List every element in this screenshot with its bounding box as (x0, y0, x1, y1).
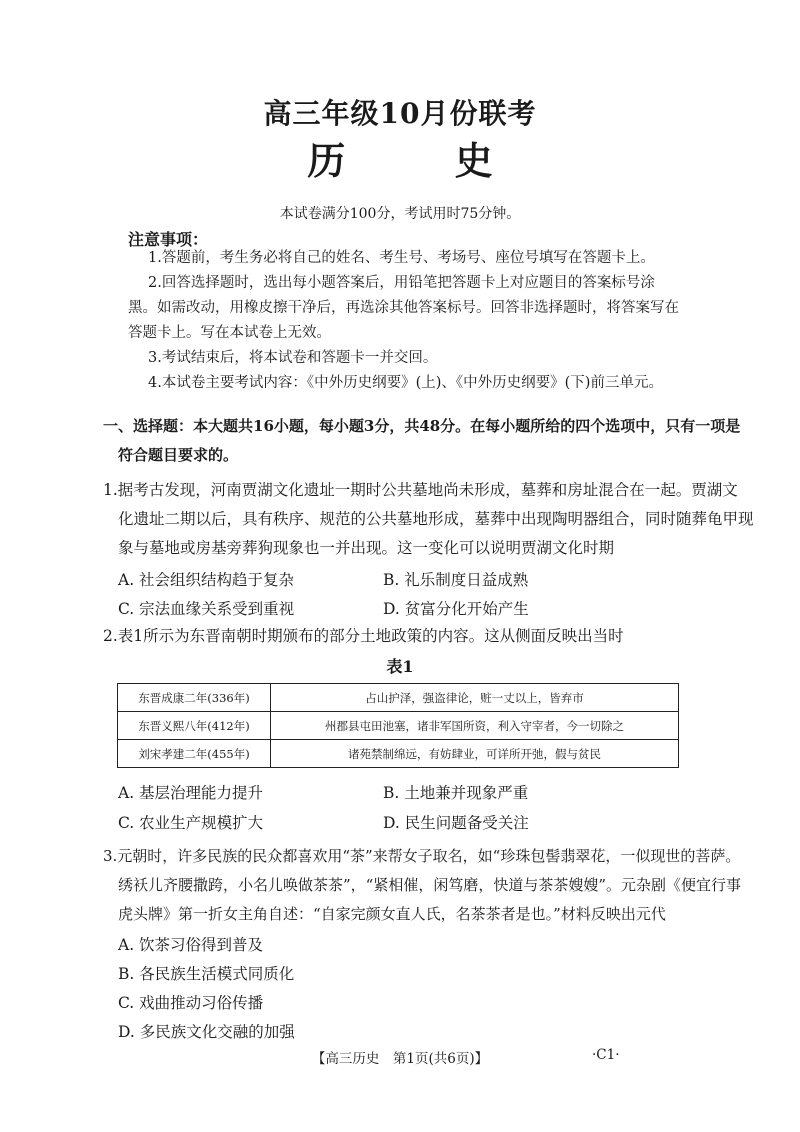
table-row (118, 712, 679, 740)
q2-option-d: D. 民生问题备受关注 (383, 814, 529, 832)
q3-option-c: C. 戏曲推动习俗传播 (118, 994, 264, 1012)
q3-stem: 绣袄儿齐腰撒跨，小名儿唤做茶茶”，“紧相催，闲笃磨，快道与茶茶嫂嫂”。元杂剧《便宜行事 (118, 876, 742, 894)
q2-option-c: C. 农业生产规模扩大 (118, 814, 264, 832)
table-cell-time: 东晋义熙八年(412年) (118, 712, 271, 740)
section-heading-cont: 符合题目要求的。 (118, 446, 239, 464)
notice-line: 答题卡上。写在本试卷上无效。 (128, 325, 331, 341)
table-row (118, 684, 679, 712)
table-cell-time: 东晋成康二年(336年) (118, 684, 271, 712)
table-cell-content: 州郡县屯田池塞，诸非军国所资，利入守宰者，今一切除之 (271, 712, 679, 740)
notice-line: 黑。如需改动，用橡皮擦干净后，再选涂其他答案标号。回答非选择题时，将答案写在 (128, 300, 679, 316)
exam-meta: 本试卷满分100分，考试用时75分钟。 (279, 206, 521, 222)
table-caption: 表1 (386, 657, 414, 676)
q1-option-c: C. 宗法血缘关系受到重视 (118, 600, 295, 618)
q1-stem: 1.据考古发现，河南贾湖文化遗址一期时公共墓地尚未形成，墓葬和房址混合在一起。贾湖文 (103, 481, 738, 499)
exam-title: 高三年级10月份联考 (263, 97, 537, 130)
table-cell-content: 占山护泽，强盗律论，赃一丈以上，皆弃市 (271, 684, 679, 712)
table-cell-time: 刘宋孝建二年(455年) (118, 740, 271, 768)
notice-line: 4.本试卷主要考试内容：《中外历史纲要》(上)、《中外历史纲要》(下)前三单元。 (148, 375, 663, 391)
q2-stem: 2.表1所示为东晋南朝时期颁布的部分土地政策的内容。这从侧面反映出当时 (103, 627, 624, 645)
q2-option-a: A. 基层治理能力提升 (118, 784, 264, 802)
q1-stem: 象与墓地或房基旁葬狗现象也一并出现。这一变化可以说明贾湖文化时期 (118, 539, 615, 557)
q3-option-d: D. 多民族文化交融的加强 (118, 1023, 295, 1041)
q3-stem: 3.元朝时，许多民族的民众都喜欢用“茶”来帮女子取名，如“珍珠包髻翡翠花，一似现世的菩萨。 (103, 847, 741, 865)
q1-option-d: D. 贫富分化开始产生 (383, 600, 529, 618)
section-heading: 一、选择题：本大题共16小题，每小题3分，共48分。在每小题所给的四个选项中，只有一项是 (103, 417, 741, 435)
table-cell-content: 诸苑禁制绵远，有妨肆业，可详所开弛，假与贫民 (271, 740, 679, 768)
notice-line: 2.回答选择题时，选出每小题答案后，用铅笔把答题卡上对应题目的答案标号涂 (148, 275, 655, 291)
q3-stem: 虎头牌》第一折女主角自述：“自家完颜女直人氏，名茶茶者是也。”材料反映出元代 (118, 905, 666, 923)
q3-option-a: A. 饮茶习俗得到普及 (118, 936, 264, 954)
q1-option-b: B. 礼乐制度日益成熟 (383, 571, 529, 589)
q1-stem: 化遗址二期以后，具有秩序、规范的公共墓地形成，墓葬中出现陶明器组合，同时随葬龟甲现 (118, 510, 754, 528)
page-footer: 【高三历史 第1页(共6页)】 (311, 1051, 489, 1067)
q3-option-b: B. 各民族生活模式同质化 (118, 965, 295, 983)
notice-heading: 注意事项： (128, 230, 209, 249)
notice-line: 1.答题前，考生务必将自己的姓名、考生号、考场号、座位号填写在答题卡上。 (148, 250, 655, 266)
table-row (118, 740, 679, 768)
land-policy-table (117, 683, 679, 768)
subject-title: 历 史 (307, 138, 541, 183)
notice-line: 3.考试结束后，将本试卷和答题卡一并交回。 (148, 350, 438, 366)
q2-option-b: B. 土地兼并现象严重 (383, 784, 529, 802)
paper-code: ·C1· (592, 1047, 620, 1063)
q1-option-a: A. 社会组织结构趋于复杂 (118, 571, 295, 589)
